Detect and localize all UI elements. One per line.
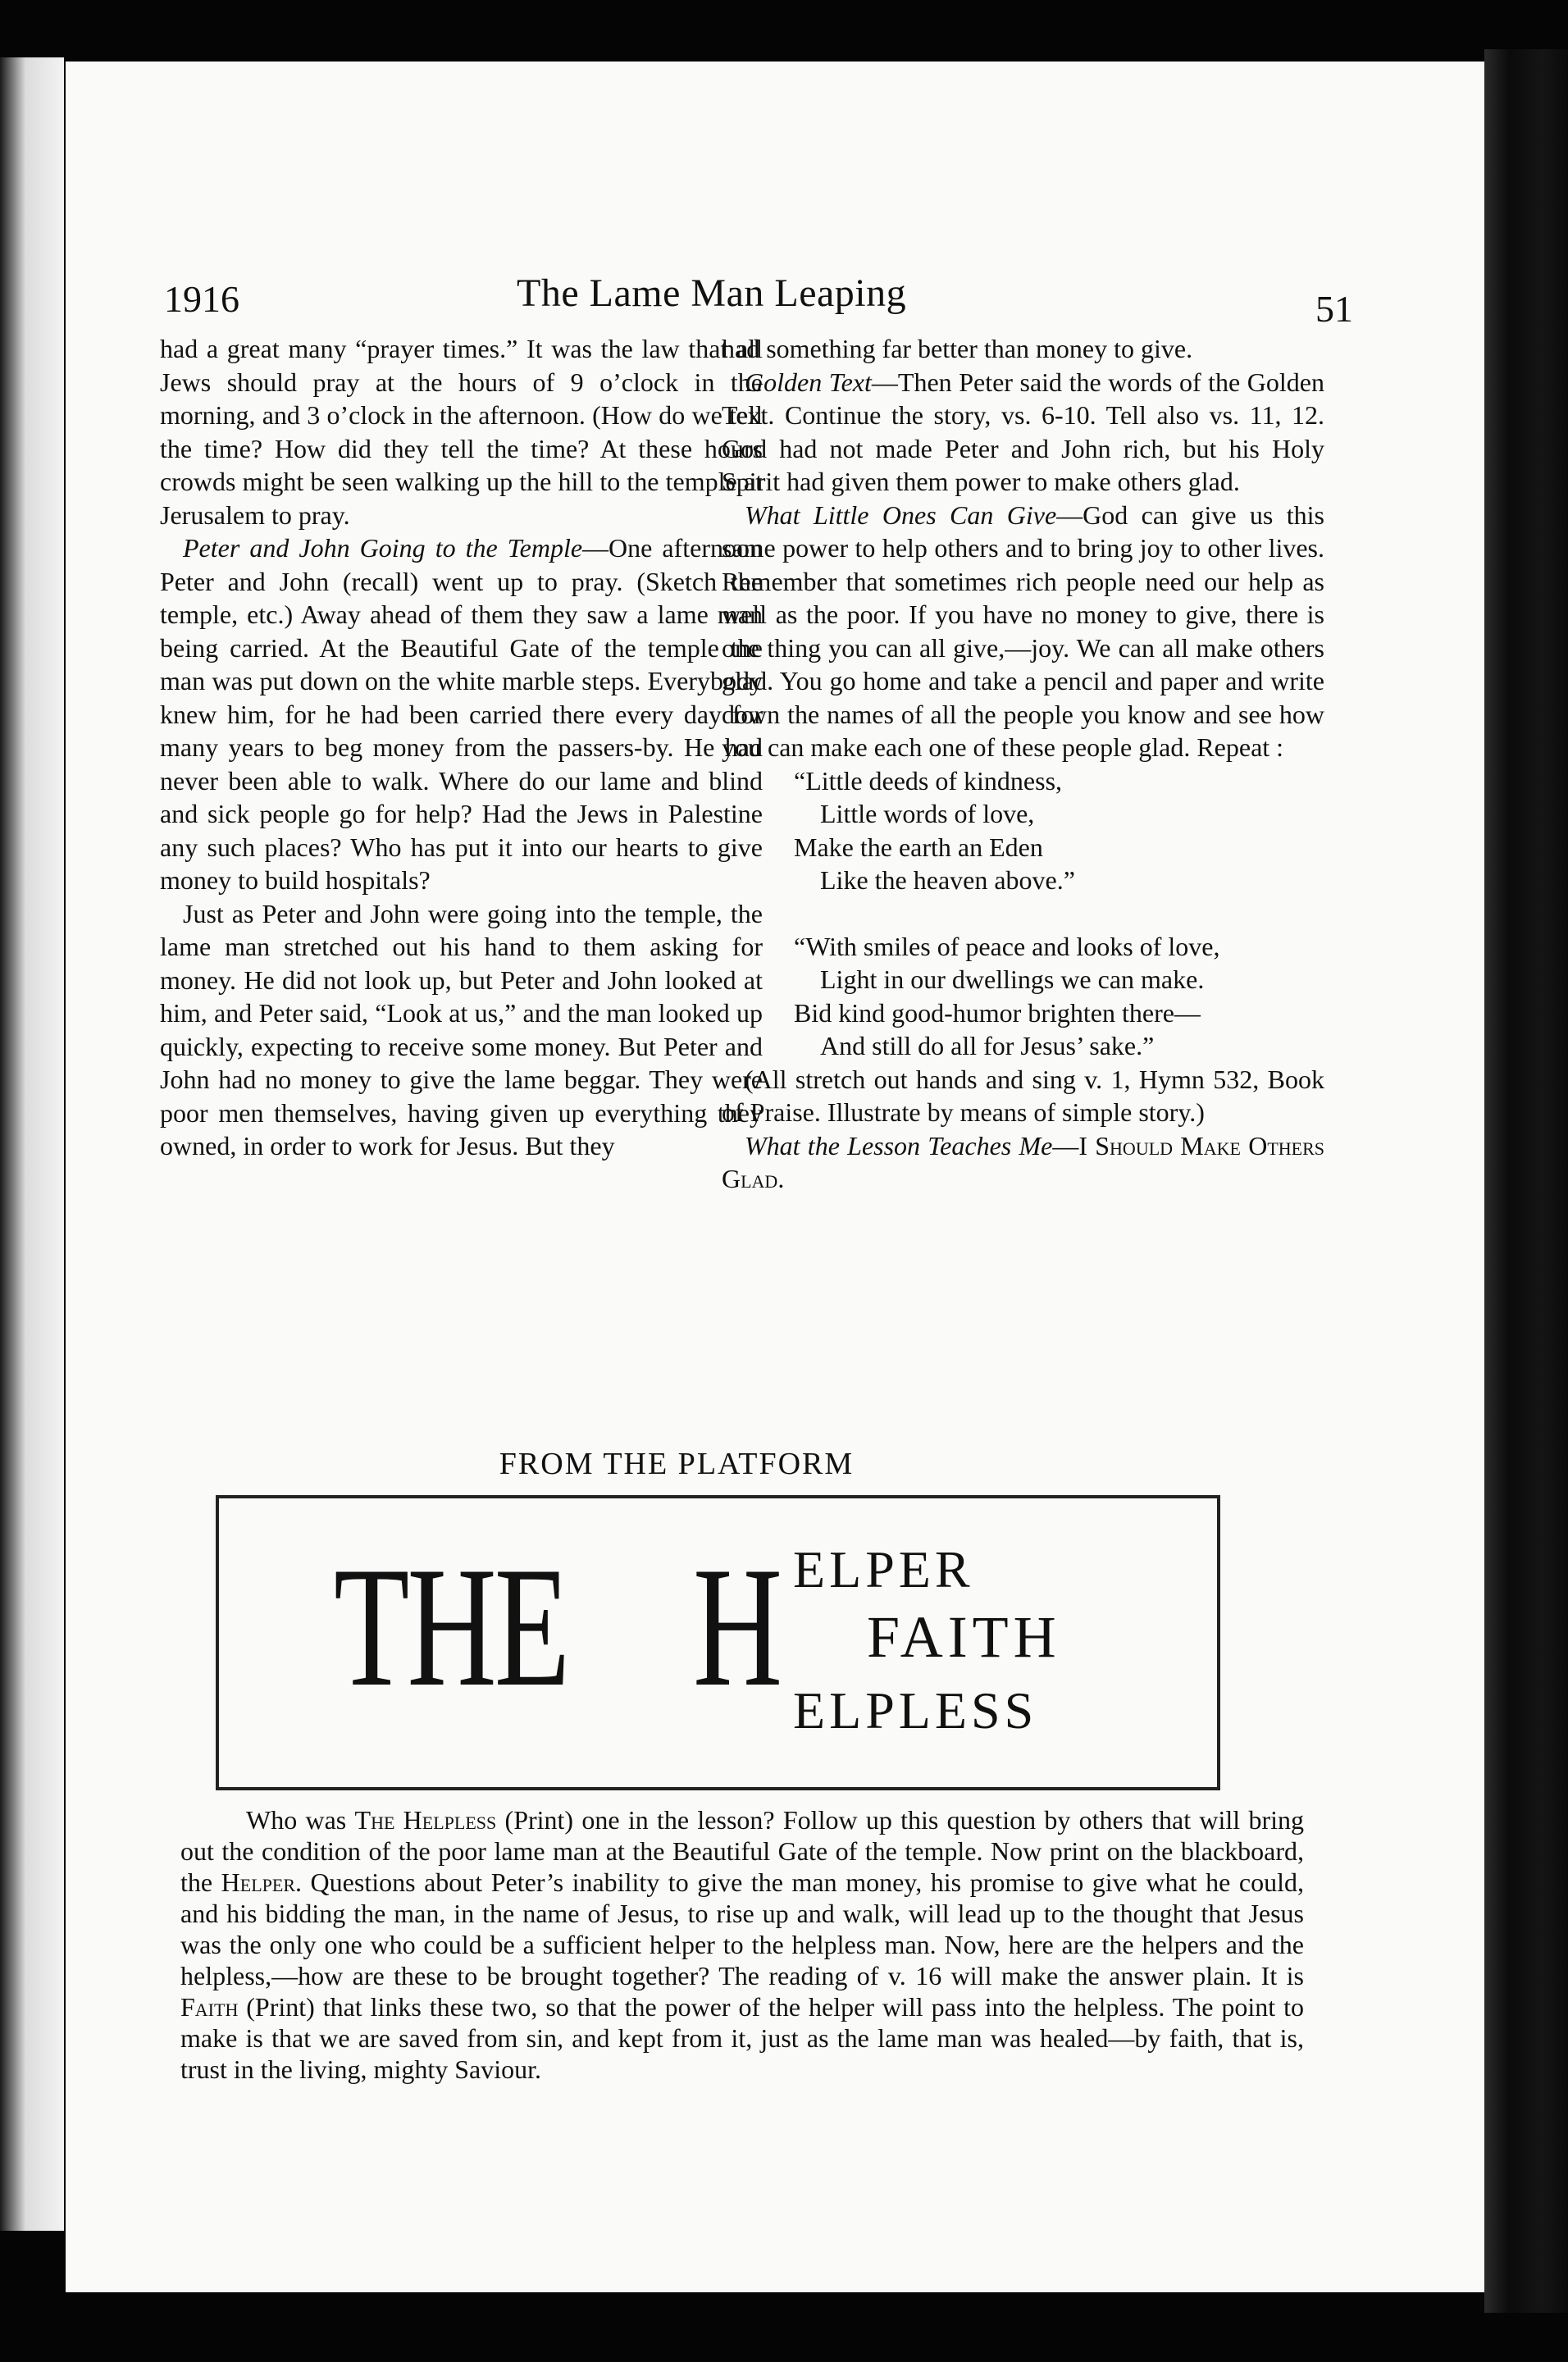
- board-word-faith: FAITH: [867, 1604, 1061, 1670]
- right-column: [722, 332, 1324, 1196]
- platform-text-part: . Questions about Peter’s inability to give the man money, his promise to give what he could, and his bidding the man, in the name of Jesus, to rise up and walk, will lead up to the thought that Jesus was the only one who could be a sufficient helper to the helpless man. Now, here are the helpers and the helpless,—how are these to be brought together? The reading of v. 16 will make the answer plain. It is: [180, 1867, 1305, 1990]
- poem-2-line: Light in our dwellings we can make.: [820, 964, 1205, 994]
- platform-heading-text: FROM THE PLATFORM: [499, 1447, 855, 1481]
- term-the-helpless: The Helpless: [354, 1805, 497, 1835]
- right-paragraph-3-text: —God can give us this same power to help others and to bring joy to other lives. Remember that sometimes rich people need our help as well as the poor. If you have no money to give, there is one thing you can all give,—joy. We can all make others glad. You go home and take a pencil and paper and write down the names of all the people you know and see how you can make each one of these people glad. Repeat :: [722, 499, 1325, 762]
- board-word-the: THE: [334, 1532, 568, 1722]
- page-number: 51: [1315, 288, 1353, 330]
- right-paragraph-5: [722, 1129, 1324, 1196]
- platform-text: [180, 1804, 1304, 2085]
- platform-paragraph: [180, 1804, 1304, 2085]
- platform-text-part: Who was: [246, 1805, 355, 1835]
- poem-1-line: Like the heaven above.”: [820, 865, 1075, 895]
- left-page-edge: [0, 57, 64, 2231]
- poem-2-line: “With smiles of peace and looks of love,: [794, 931, 1220, 961]
- right-paragraph-4: (All stretch out hands and sing v. 1, Hymn 532, Book of Praise. Illustrate by means of simple story.): [722, 1064, 1324, 1127]
- poem-2: [794, 930, 1324, 1063]
- left-paragraph-3: Just as Peter and John were going into the temple, the lame man stretched out his hand to them asking for money. He did not look up, but Peter and John looked at him, and Peter said, “Look at us,” and the man looked up quickly, expecting to receive some money. But Peter and John had no money to give the lame beggar. They were poor men themselves, having given up everything they owned, in order to work for Jesus. But they: [160, 898, 763, 1160]
- poem-1-line: “Little deeds of kindness,: [794, 765, 1063, 796]
- right-paragraph-2: [722, 366, 1324, 499]
- poem-1-line: Little words of love,: [820, 799, 1035, 828]
- board-letter-h: H: [693, 1532, 783, 1722]
- right-paragraph-1: had something far better than money to give.: [722, 334, 1193, 363]
- subheading-golden-text: Golden Text: [745, 367, 872, 397]
- right-paragraph-3: [722, 499, 1324, 764]
- poem-2-line: And still do all for Jesus’ sake.”: [820, 1031, 1155, 1060]
- book-cover-edge: [1484, 49, 1568, 2313]
- platform-text-part: (Print) that links these two, so that the power of the helper will pass into the helpless. The point to make is that we are saved from sin, and kept from it, just as the lame man was healed—by faith, that is, trust in the living, mighty Saviour.: [180, 1992, 1304, 2084]
- poem-2-line: Bid kind good-humor brighten there—: [794, 997, 1201, 1028]
- board-word-helper: ELPER: [793, 1540, 974, 1598]
- subheading-lesson-teaches: What the Lesson Teaches Me: [745, 1130, 1053, 1160]
- left-paragraph-1: had a great many “prayer times.” It was the law that all Jews should pray at the hours of 9 o’clock in the morning, and 3 o’clock in the afternoon. (How do we tell the time? How did they tell the time? At these hours crowds might be seen walking up the hill to the temple at Jerusalem to pray.: [160, 334, 763, 530]
- subheading-going-to-temple: Peter and John Going to the Temple: [183, 533, 583, 563]
- left-paragraph-2-text: —One afternoon Peter and John (recall) went up to pray. (Sketch the temple, etc.) Away ahead of them they saw a lame man being carried. At the Beautiful Gate of the temple the man was put down on the white marble steps. Everybody knew him, for he had been carried there every day for many years to beg money from the passers-by. He had never been able to walk. Where do our lame and blind and sick people go for help? Had the Jews in Palestine any such places? Who has put it into our hearts to give money to build hospitals?: [160, 533, 763, 895]
- page: [66, 62, 1484, 2292]
- subheading-little-ones: What Little Ones Can Give: [745, 499, 1057, 530]
- poem-1: [794, 764, 1324, 897]
- right-paragraph-2-text: —Then Peter said the words of the Golden Text. Continue the story, vs. 6-10. Tell also vs. 11, 12. God had not made Peter and John rich, but his Holy Spirit had given them power to make others glad.: [722, 367, 1325, 496]
- poem-1-line: Make the earth an Eden: [794, 832, 1043, 862]
- lesson-teaches-dash: —: [1052, 1130, 1079, 1160]
- term-faith: Faith: [180, 1992, 239, 2022]
- header-title: The Lame Man Leaping: [517, 271, 907, 315]
- lesson-teaches-text: I Should Make Others Glad.: [722, 1130, 1324, 1193]
- left-column: [160, 332, 763, 1163]
- header-year: 1916: [164, 278, 239, 320]
- left-paragraph-2: [160, 531, 763, 897]
- platform-text-part: (Print) one in the lesson? Follow up this question by others that will bring out the condition of the poor lame man at the Beautiful Gate of the temple. Now print on the blackboard, the: [180, 1805, 1305, 1897]
- platform-heading: [66, 1446, 1484, 1482]
- term-helper: Helper: [221, 1867, 295, 1897]
- board-word-helpless: ELPLESS: [793, 1681, 1038, 1740]
- blackboard-diagram: [216, 1495, 1220, 1790]
- running-header: [164, 271, 1353, 330]
